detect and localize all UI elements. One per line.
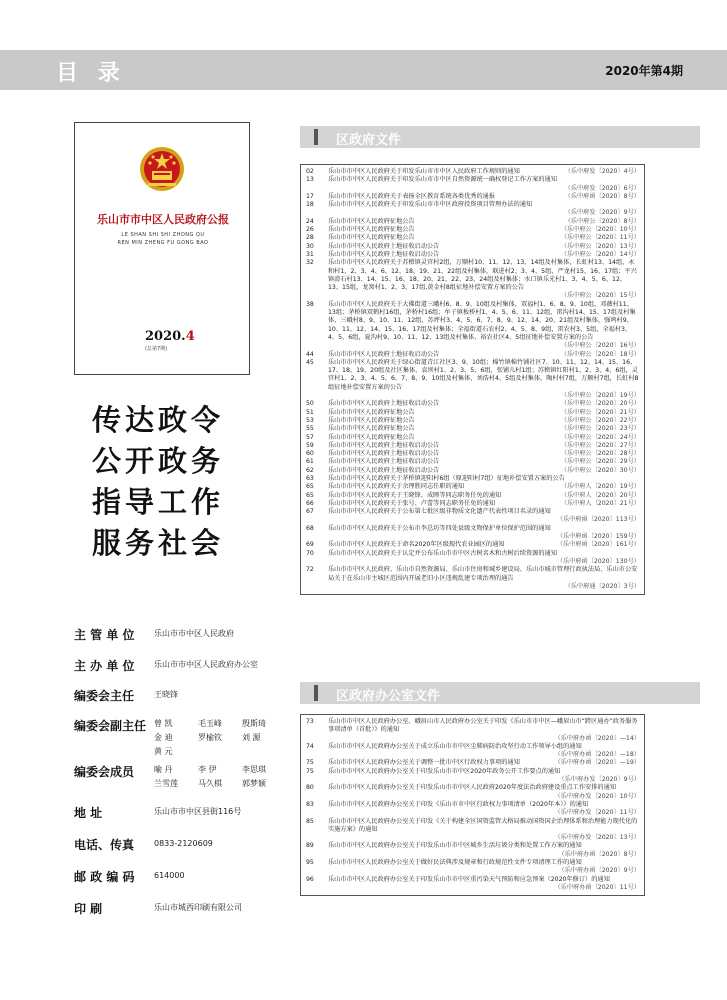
toc-padding: [301, 892, 644, 895]
cover-year: 2020.: [145, 329, 186, 344]
toc-doc-code: （乐中府办发〔2020〕9号）: [558, 776, 640, 784]
toc-doc-code: （乐中府发〔2020〕9号）: [564, 209, 640, 217]
info-value: 王晓锋: [154, 690, 178, 699]
toc-page-number: 65: [306, 491, 314, 499]
toc-page-number: 53: [306, 416, 314, 424]
info-label: 编委会副主任: [74, 719, 147, 733]
person-name: 罗榆钦: [198, 733, 222, 742]
toc-entry[interactable]: [301, 259, 644, 300]
toc-doc-code: （乐中府办函〔2020〕8号）: [558, 850, 640, 858]
toc-page-number: 60: [306, 450, 314, 458]
cover-title: 乐山市市中区人民政府公报: [97, 213, 229, 226]
toc-entry-title: 乐山市市中区人民政府征地公告: [328, 226, 415, 234]
section-title: 区政府文件: [336, 133, 402, 148]
info-value: 614000: [154, 871, 185, 880]
toc-entry[interactable]: [301, 243, 644, 251]
toc-doc-code: （乐中府公〔2020〕28号）: [560, 450, 640, 458]
toc-entry-title: 乐山市市中区人民政府关于张号、卢蕾等同志职务任免的通知: [328, 499, 496, 507]
toc-entry[interactable]: [301, 500, 644, 508]
toc-entry-body: [328, 492, 644, 500]
info-label: 主 办 单 位: [74, 659, 135, 673]
national-emblem-icon: [138, 145, 186, 193]
info-label: 主 管 单 位: [74, 628, 135, 642]
toc-entry-body: [328, 768, 644, 785]
toc-entry-title: 乐山市市中区人民政府关于印发乐山市市中区自然资源统一确权登记工作方案的通知: [328, 176, 557, 184]
toc-doc-code: （乐中府公〔2020〕24号）: [560, 433, 640, 441]
toc-page-number: 96: [306, 875, 314, 883]
toc-entry-body: [328, 759, 644, 767]
toc-entry-title: 乐山市市中区人民政府土地征收启动公告: [328, 250, 440, 258]
toc-entry[interactable]: [301, 234, 644, 242]
toc-entry-title: 乐山市市中区人民政府土地征收启动公告: [328, 242, 440, 250]
toc-doc-code: （乐中府函〔2020〕161号）: [556, 541, 640, 549]
toc-entry[interactable]: [301, 417, 644, 425]
toc-entry-title: 乐山市市中区人民政府办公室关于成立乐山市市中区尘肺病防治攻坚行动工作领导小组的通知: [328, 742, 582, 750]
toc-entry-title: 乐山市市中区人民政府关于王晓锋、成睦等同志职务任免的通知: [328, 491, 502, 499]
toc-entry-title: 乐山市市中区人民政府办公室关于印发乐山市市中区人民政府2020年度法治政府建设重点工作安排的通知: [328, 784, 616, 792]
toc-page-number: 67: [306, 508, 314, 516]
toc-doc-code: （乐中府公〔2020〕29号）: [560, 458, 640, 466]
toc-entry[interactable]: [301, 784, 644, 801]
toc-doc-code: （乐中府人〔2020〕21号）: [560, 499, 640, 507]
toc-entry-title: 乐山市市中区人民政府土地征收启动公告: [328, 466, 440, 474]
toc-entry-title: 乐山市市中区人民政府关于公布市李总坊等四处县级文物保护单位保护范围的通知: [328, 524, 551, 532]
toc-entry-body: [328, 842, 644, 859]
toc-entry-body: [328, 876, 644, 893]
toc-page-number: 65: [306, 483, 314, 491]
person-name: 马久棋: [198, 779, 222, 788]
member-names: [154, 763, 294, 791]
toc-page-number: 69: [306, 541, 314, 549]
toc-doc-code: （乐中府办发〔2020〕11号）: [554, 809, 640, 817]
toc-entry-body: [328, 193, 644, 201]
toc-page-number: 55: [306, 425, 314, 433]
toc-page-number: 59: [306, 441, 314, 449]
cover-thumbnail: [74, 122, 250, 375]
toc-entry-body: [328, 359, 644, 400]
toc-entry-body: [328, 417, 644, 425]
info-value: 乐山市市中区人民政府办公室: [154, 660, 258, 669]
toc-entry-title: 乐山市市中区人民政府关于命名2020年区级现代农业园区的通知: [328, 541, 505, 549]
toc-page-number: 57: [306, 433, 314, 441]
toc-page-number: 32: [306, 259, 314, 267]
toc-entry-title: 乐山市市中区人民政府关于印发乐山市市中区人民政府工作规则的通知: [328, 168, 520, 175]
person-name: 喻 丹: [154, 765, 173, 774]
toc-page-number: 31: [306, 250, 314, 258]
toc-doc-code: （乐中府函〔2020〕113号）: [556, 516, 640, 524]
toc-entry-title: 乐山市市中区人民政府土地征收启动公告: [328, 400, 440, 408]
toc-entry-body: [328, 234, 644, 242]
toc-doc-code: （乐中府发〔2020〕4号）: [564, 168, 640, 175]
toc-page-number: 28: [306, 234, 314, 242]
toc-entry-title: 乐山市市中区人民政府征地公告: [328, 234, 415, 242]
section-header-office: [300, 682, 700, 704]
toc-entry-title: 乐山市市中区人民政府关于苏稽镇灵官村2组，万顺村10、11、12、13、14组及村集体，长虹村13、14组，永和村1、2、3、4、6、12、18、19、21、22组及村集体，联进村2、3、4、5组，严龙村15、16、17组；平兴镇滑石村13、14、15、16、18、20、21、22、23、24组及村集体；水口镇乐光村1、3、4、5、6、12、13、15组，龙窝村1、2、3、17组,黄金村8组征地补偿安置方案的公告: [328, 259, 637, 292]
toc-entry-title: 乐山市市中区人民政府关于大佛街道三峨村6、8、9、10组及村集体，双福村1、6、8、9、10组，邓薇村11、13组；茅桥镇双鹤村16组，茅桥村16组；牟子镇板桥村1、4、5、6、11、12组，雷沟村14、15、17组及村集体，三峨村8、9、10、11、12组，苏坪村3、4、5、6、7、8、9、12、14、20、21组及村集体，强鸣村9、10、11、12、14、15、16、17组及村集体；全福街道石农村2、4、5、8、9组，雷农村3、5组，全福村3、4、5、6组，夏沟村9、10、11、12、13组及村集体，裕农社区4、5组征地补偿安置方案的公告: [328, 300, 636, 341]
toc-entry-body: [328, 442, 644, 450]
toc-page-number: 24: [306, 217, 314, 225]
toc-doc-code: （乐中府公〔2020〕16号）: [560, 342, 640, 350]
info-value: 0833-2120609: [154, 839, 213, 848]
toc-doc-code: （乐中府公〔2020〕30号）: [560, 466, 640, 474]
toc-entry-title: 乐山市市中区人民政府、乐山市自然资源局、乐山市住房和城乡建设局、乐山市城市管理行政执法局、乐山市公安局关于在乐山市主城区范围内开展老旧小区违规乱建专项治理的通告: [328, 566, 638, 582]
person-name: 毛玉峰: [198, 719, 222, 728]
toc-entry-body: [328, 201, 644, 218]
toc-entry[interactable]: [301, 400, 644, 408]
toc-entry-body: [328, 718, 644, 743]
toc-entry-title: 乐山市市中区人民政府关于绿心街道青江社区3、9、10组；棉竹镇棉竹铺社区7、10、11、12、14、15、16、17、18、19、20组及社区集体，袁坝村1、2、3、5、6组，张铺儿村1组；苏稽镇红阳村1、2、3、4、6组，灵官村1、2、3、4、5、6、7、8、9、10组及村集体，刘浩村4、5组及村集体，陶村村7组，万顺村7组，长虹村8组征地补偿安置方案的公告: [328, 358, 639, 391]
toc-entry-body: [328, 801, 644, 818]
toc-entry-title: 乐山市市中区人民政府土地征收启动公告: [328, 350, 440, 358]
toc-entry[interactable]: [301, 508, 644, 525]
toc-entry-title: 乐山市市中区人民政府关于印发乐山市市中区政府投资项目管理办法的通知: [328, 201, 533, 209]
toc-doc-code: （乐中府公〔2020〕23号）: [560, 425, 640, 433]
toc-entry-body: [328, 434, 644, 442]
toc-entry[interactable]: [301, 718, 644, 743]
toc-entry-body: [328, 550, 644, 567]
toc-page-number: 83: [306, 800, 314, 808]
toc-entry[interactable]: [301, 425, 644, 433]
vice-director-names: [154, 717, 294, 759]
toc-entry-body: [328, 243, 644, 251]
toc-entry-title: 乐山市市中区人民政府办公室、峨眉山市人民政府办公室关于印发《乐山市市中区—峨眉山市“跨区通办”政务服务事项清单（首批）》的通知: [328, 718, 638, 734]
toc-entry[interactable]: [301, 409, 644, 417]
toc-list-office: [300, 714, 645, 896]
toc-doc-code: （乐中府函〔2020〕130号）: [556, 557, 640, 565]
toc-entry-body: [328, 467, 644, 475]
toc-entry[interactable]: [301, 193, 644, 201]
toc-entry-body: [328, 508, 644, 525]
slogan: [92, 400, 252, 564]
toc-entry[interactable]: [301, 759, 644, 767]
toc-entry[interactable]: [301, 566, 644, 591]
toc-page-number: 45: [306, 358, 314, 366]
toc-doc-code: （乐中府通〔2020〕3号）: [564, 582, 640, 590]
toc-page-number: 66: [306, 499, 314, 507]
toc-entry[interactable]: [301, 541, 644, 549]
toc-padding: [301, 591, 644, 594]
toc-entry-title: 乐山市市中区人民政府办公室关于印发乐山市市中区重污染天气预防和应急预案（2020年修订）的通知: [328, 875, 610, 883]
info-label: 邮 政 编 码: [74, 870, 135, 884]
toc-page-number: 51: [306, 408, 314, 416]
toc-entry-body: [328, 409, 644, 417]
toc-entry-title: 乐山市市中区人民政府征地公告: [328, 416, 415, 424]
toc-page-number: 72: [306, 566, 314, 574]
toc-entry-title: 乐山市市中区人民政府关于表扬全区教育系统各类优秀的通报: [328, 192, 496, 200]
toc-entry-title: 乐山市市中区人民政府办公室关于做好民法典涉及规章和行政规范性文件专项清理工作的通知: [328, 859, 582, 867]
toc-doc-code: （乐中府公〔2020〕11号）: [560, 234, 640, 242]
person-name: 兰雪莲: [154, 779, 178, 788]
toc-doc-code: （乐中府人〔2020〕19号）: [560, 483, 640, 491]
toc-entry-title: 乐山市市中区人民政府关于茅桥镇迎阳村6组（原迎阳村7组）征地补偿安置方案的公告: [328, 474, 565, 482]
toc-page-number: 61: [306, 458, 314, 466]
toc-entry-body: [328, 176, 644, 193]
toc-doc-code: （乐中府公〔2020〕22号）: [560, 416, 640, 424]
toc-entry[interactable]: [301, 818, 644, 843]
toc-entry[interactable]: [301, 859, 644, 876]
toc-entry-body: [328, 425, 644, 433]
toc-entry-title: 乐山市市中区人民政府办公室关于印发乐山市市中区城乡生活垃圾分类和处置工作方案的通知: [328, 842, 582, 850]
slogan-line: 公开政务: [92, 444, 225, 478]
toc-entry-title: 乐山市市中区人民政府关于余理胜同志任职的通知: [328, 483, 465, 491]
person-name: 曾 凯: [154, 719, 173, 728]
toc-entry-body: [328, 259, 644, 300]
issue-number: 2020年第4期: [605, 64, 683, 78]
toc-entry-body: [328, 458, 644, 466]
section-title: 区政府办公室文件: [336, 689, 441, 704]
toc-page-number: 73: [306, 718, 314, 725]
toc-doc-code: （乐中府函〔2020〕159号）: [556, 533, 640, 541]
cover-number: 4: [185, 329, 195, 344]
toc-entry[interactable]: [301, 351, 644, 359]
toc-page-number: 89: [306, 842, 314, 850]
info-label: 地 址: [74, 806, 103, 820]
toc-doc-code: （乐中府函〔2020〕8号）: [564, 192, 640, 200]
toc-page-number: 50: [306, 400, 314, 408]
toc-page-number: 26: [306, 226, 314, 234]
toc-page-number: 95: [306, 859, 314, 867]
toc-entry[interactable]: [301, 201, 644, 218]
slogan-line: 指导工作: [92, 485, 225, 519]
toc-entry-title: 乐山市市中区人民政府征地公告: [328, 408, 415, 416]
toc-entry-body: [328, 351, 644, 359]
toc-page-number: 44: [306, 350, 314, 358]
toc-entry[interactable]: [301, 301, 644, 351]
toc-doc-code: （乐中府办发〔2020〕13号）: [554, 834, 640, 842]
toc-entry[interactable]: [301, 743, 644, 760]
info-value: 乐山市市中区县街116号: [154, 807, 242, 816]
toc-doc-code: （乐中府办函〔2020〕—18）: [554, 751, 640, 759]
cover-issue: [145, 329, 195, 344]
toc-entry-body: [328, 541, 644, 549]
section-header-gov: [300, 126, 700, 148]
toc-entry[interactable]: [301, 176, 644, 193]
toc-entry-title: 乐山市市中区人民政府土地征收启动公告: [328, 458, 440, 466]
toc-entry-body: [328, 818, 644, 843]
cover-pinyin-line: LE SHAN SHI SHI ZHONG QU: [121, 232, 205, 238]
toc-entry-title: 乐山市市中区人民政府办公室关于印发《关于构建全区国资监管大格局推动国资国企治理体系和治理能力现代化的实施方案》的通知: [328, 817, 638, 833]
person-name: 黄 元: [154, 747, 173, 756]
cover-pinyin-line: REN MIN ZHENG FU GONG BAO: [117, 240, 209, 246]
info-label: 电话、传真: [74, 838, 135, 852]
toc-entry-title: 乐山市市中区人民政府关于公布第七批区级非物质文化遗产代表性项目名录的通知: [328, 508, 551, 516]
toc-entry-body: [328, 784, 644, 801]
toc-entry-title: 乐山市市中区人民政府办公室关于调整一批市中区行政权力事项的通知: [328, 759, 520, 767]
toc-entry-title: 乐山市市中区人民政府征地公告: [328, 425, 415, 433]
toc-list-gov: [300, 164, 645, 595]
section-marker: [314, 129, 318, 145]
toc-entry[interactable]: [301, 359, 644, 400]
person-name: 刘 源: [242, 733, 261, 742]
toc-doc-code: （乐中府公〔2020〕18号）: [560, 350, 640, 358]
toc-doc-code: （乐中府公〔2020〕10号）: [560, 226, 640, 234]
toc-page-number: 63: [306, 474, 314, 482]
info-label: 印 刷: [74, 902, 103, 916]
toc-entry[interactable]: [301, 550, 644, 567]
toc-entry-body: [328, 743, 644, 760]
toc-entry-body: [328, 859, 644, 876]
info-label: 编委会成员: [74, 765, 135, 779]
cover-pinyin: [75, 231, 251, 247]
person-name: 李思琪: [242, 765, 266, 774]
header-bar: [0, 50, 727, 90]
toc-page-number: 68: [306, 524, 314, 532]
toc-entry-body: [328, 483, 644, 491]
toc-entry[interactable]: [301, 768, 644, 785]
toc-entry[interactable]: [301, 434, 644, 442]
toc-page-number: 74: [306, 742, 314, 750]
toc-page-number: 30: [306, 242, 314, 250]
toc-doc-code: （乐中府公〔2020〕15号）: [560, 292, 640, 300]
toc-entry-body: [328, 525, 644, 542]
person-name: 李 伊: [198, 765, 217, 774]
toc-page-number: 75: [306, 767, 314, 775]
toc-entry[interactable]: [301, 525, 644, 542]
person-name: 金 迪: [154, 733, 173, 742]
toc-entry[interactable]: [301, 876, 644, 893]
toc-entry[interactable]: [301, 492, 644, 500]
toc-doc-code: （乐中府公〔2020〕20号）: [560, 400, 640, 408]
section-marker: [314, 685, 318, 701]
person-name: 殷斯琦: [242, 719, 266, 728]
person-name: 郭梦颖: [242, 779, 266, 788]
toc-page-number: 62: [306, 466, 314, 474]
toc-entry-body: [328, 400, 644, 408]
toc-entry-title: 乐山市市中区人民政府土地征收启动公告: [328, 441, 440, 449]
toc-entry-body: [328, 500, 644, 508]
info-value: 乐山市市中区人民政府: [154, 629, 234, 638]
info-value: 乐山市城西印刷有限公司: [154, 903, 242, 912]
toc-entry-title: 乐山市市中区人民政府办公室关于印发乐山市市中区2020年政务公开工作要点的通知: [328, 767, 561, 775]
toc-entry[interactable]: [301, 458, 644, 466]
toc-page-number: 75: [306, 759, 314, 767]
toc-entry-title: 乐山市市中区人民政府征地公告: [328, 433, 415, 441]
toc-page-number: 13: [306, 176, 314, 184]
toc-page-number: 02: [306, 168, 314, 175]
toc-page-number: 80: [306, 784, 314, 792]
toc-entry-body: [328, 301, 644, 351]
toc-entry[interactable]: [301, 801, 644, 818]
toc-doc-code: （乐中府公〔2020〕21号）: [560, 408, 640, 416]
slogan-line: 服务社会: [92, 526, 225, 560]
toc-doc-code: （乐中府人〔2020〕20号）: [560, 491, 640, 499]
toc-entry-body: [328, 566, 644, 591]
toc-entry[interactable]: [301, 842, 644, 859]
toc-doc-code: （乐中府公〔2020〕14号）: [560, 250, 640, 258]
toc-entry-title: 乐山市市中区人民政府办公室关于印发《乐山市市中区行政权力事项清单（2020年本）》的通知: [328, 800, 589, 808]
toc-page-number: 70: [306, 549, 314, 557]
toc-entry-title: 乐山市市中区人民政府土地征收启动公告: [328, 450, 440, 458]
toc-doc-code: （乐中府办函〔2020〕—14）: [554, 734, 640, 742]
toc-doc-code: （乐中府公〔2020〕13号）: [560, 242, 640, 250]
toc-entry-title: 乐山市市中区人民政府关于认定并公布乐山市市中区古树名木和古树后续资源的通知: [328, 549, 557, 557]
toc-page-number: 85: [306, 817, 314, 825]
toc-doc-code: （乐中府办函〔2020〕11号）: [554, 883, 640, 891]
toc-title: 目 录: [56, 61, 126, 86]
toc-entry[interactable]: [301, 442, 644, 450]
toc-doc-code: （乐中府办函〔2020〕9号）: [558, 867, 640, 875]
cover-total-issue: (总第7期): [145, 346, 168, 352]
toc-entry[interactable]: [301, 483, 644, 491]
toc-doc-code: （乐中府发〔2020〕6号）: [564, 184, 640, 192]
toc-entry-body: [328, 218, 644, 226]
toc-page-number: 38: [306, 300, 314, 308]
info-label: 编委会主任: [74, 689, 135, 703]
toc-doc-code: （乐中府办发〔2020〕10号）: [554, 792, 640, 800]
toc-doc-code: （乐中府办函〔2020〕—19）: [554, 759, 640, 767]
toc-page-number: 17: [306, 192, 314, 200]
toc-page-number: 18: [306, 201, 314, 209]
toc-entry[interactable]: [301, 467, 644, 475]
toc-entry-title: 乐山市市中区人民政府征地公告: [328, 217, 415, 225]
toc-doc-code: （乐中府公〔2020〕8号）: [564, 217, 640, 225]
toc-doc-code: （乐中府公〔2020〕27号）: [560, 441, 640, 449]
toc-entry[interactable]: [301, 218, 644, 226]
slogan-line: 传达政令: [92, 403, 225, 437]
toc-doc-code: （乐中府公〔2020〕19号）: [560, 392, 640, 400]
